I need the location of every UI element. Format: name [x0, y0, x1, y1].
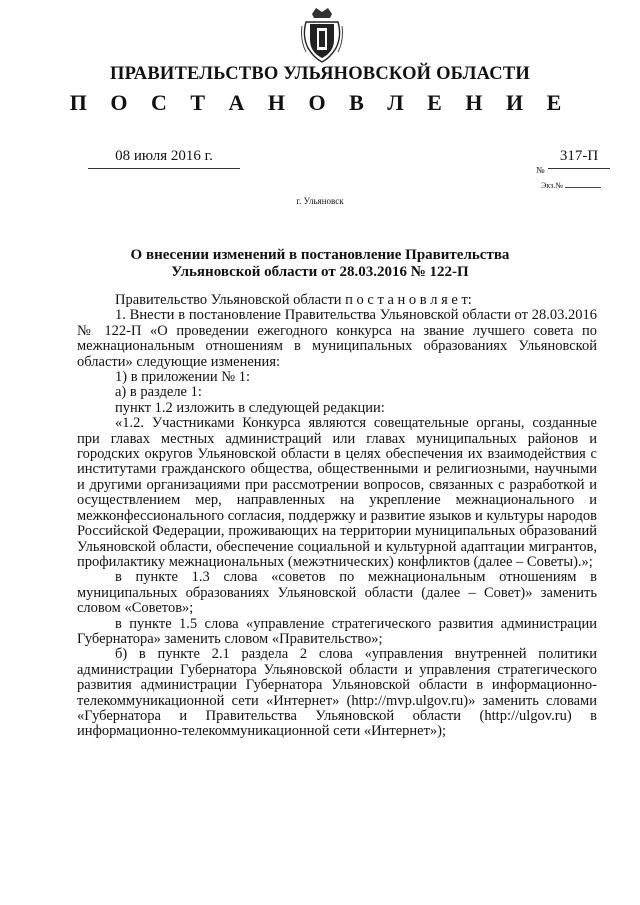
title-line: Ульяновской области от 28.03.2016 № 122-П [171, 264, 469, 280]
paragraph: в пункте 1.5 слова «управление стратегического развития администрации Губернатора» заменить словом «Правительство»; [77, 615, 597, 647]
document-number: 317-П [548, 148, 610, 169]
paragraph: «1.2. Участниками Конкурса являются совещательные органы, созданные при главах местных администраций или главах муниципальных районов и городских округов Ульяновской области в целях обеспечения их взаимодействия с институтами гражданского общества, общественными и религиозными, научными и другими организациями при рассмотрении вопросов, связанных с разработкой и осуществлением мер, направленных на укрепление межнационального и межконфессионального согласия, поддержку и развитие языков и культуры народов Российской Федерации, проживающих на территории муниципальных образований Ульяновской области, обеспечение социальной и культурной адаптации мигрантов, профилактику межнациональных (межэтнических) конфликтов (далее – Советы).»; [77, 415, 597, 570]
document-title [0, 247, 640, 281]
coat-of-arms-icon [300, 6, 344, 64]
paragraph: 1. Внести в постановление Правительства Ульяновской области от 28.03.2016 № 122-П «О проведении ежегодного конкурса на звание лучшего совета по межнациональным отношениям в муниципальных образованиях Ульяновской области» следующие изменения: [77, 307, 597, 370]
city: г. Ульяновск [296, 196, 344, 206]
copy-label: Экз.№ [541, 181, 563, 190]
title-line: О внесении изменений в постановление Правительства [130, 247, 510, 263]
copy-number-line [565, 187, 601, 188]
paragraph: Правительство Ульяновской области п о с т а н о в л я е т: [115, 292, 472, 308]
number-label: № [536, 165, 545, 175]
document-type: П О С Т А Н О В Л Е Н И Е [69, 90, 571, 115]
organization-name: ПРАВИТЕЛЬСТВО УЛЬЯНОВСКОЙ ОБЛАСТИ [110, 64, 530, 84]
paragraph: б) в пункте 2.1 раздела 2 слова «управления внутренней политики администрации Губернатора Ульяновской области и управления стратегического развития администрации Губернатора Ульяновской области в информационно-телекоммуникационной сети «Интернет» (http://mvp.ulgov.ru)» заменить словами «Губернатора и Правительства Ульяновской области (http://ulgov.ru) в информационно-телекоммуникационной сети «Интернет»); [77, 646, 597, 740]
paragraph: а) в разделе 1: [115, 384, 202, 401]
copy-number [541, 181, 601, 190]
document-date: 08 июля 2016 г. [88, 148, 240, 169]
paragraph: в пункте 1.3 слова «советов по межнациональным отношениям в муниципальных образованиях Ульяновской области (далее – Совет)» заменить словом «Советов»; [77, 569, 597, 617]
document-body [77, 293, 597, 740]
paragraph: 1) в приложении № 1: [115, 369, 250, 386]
paragraph: пункт 1.2 изложить в следующей редакции: [115, 399, 385, 416]
